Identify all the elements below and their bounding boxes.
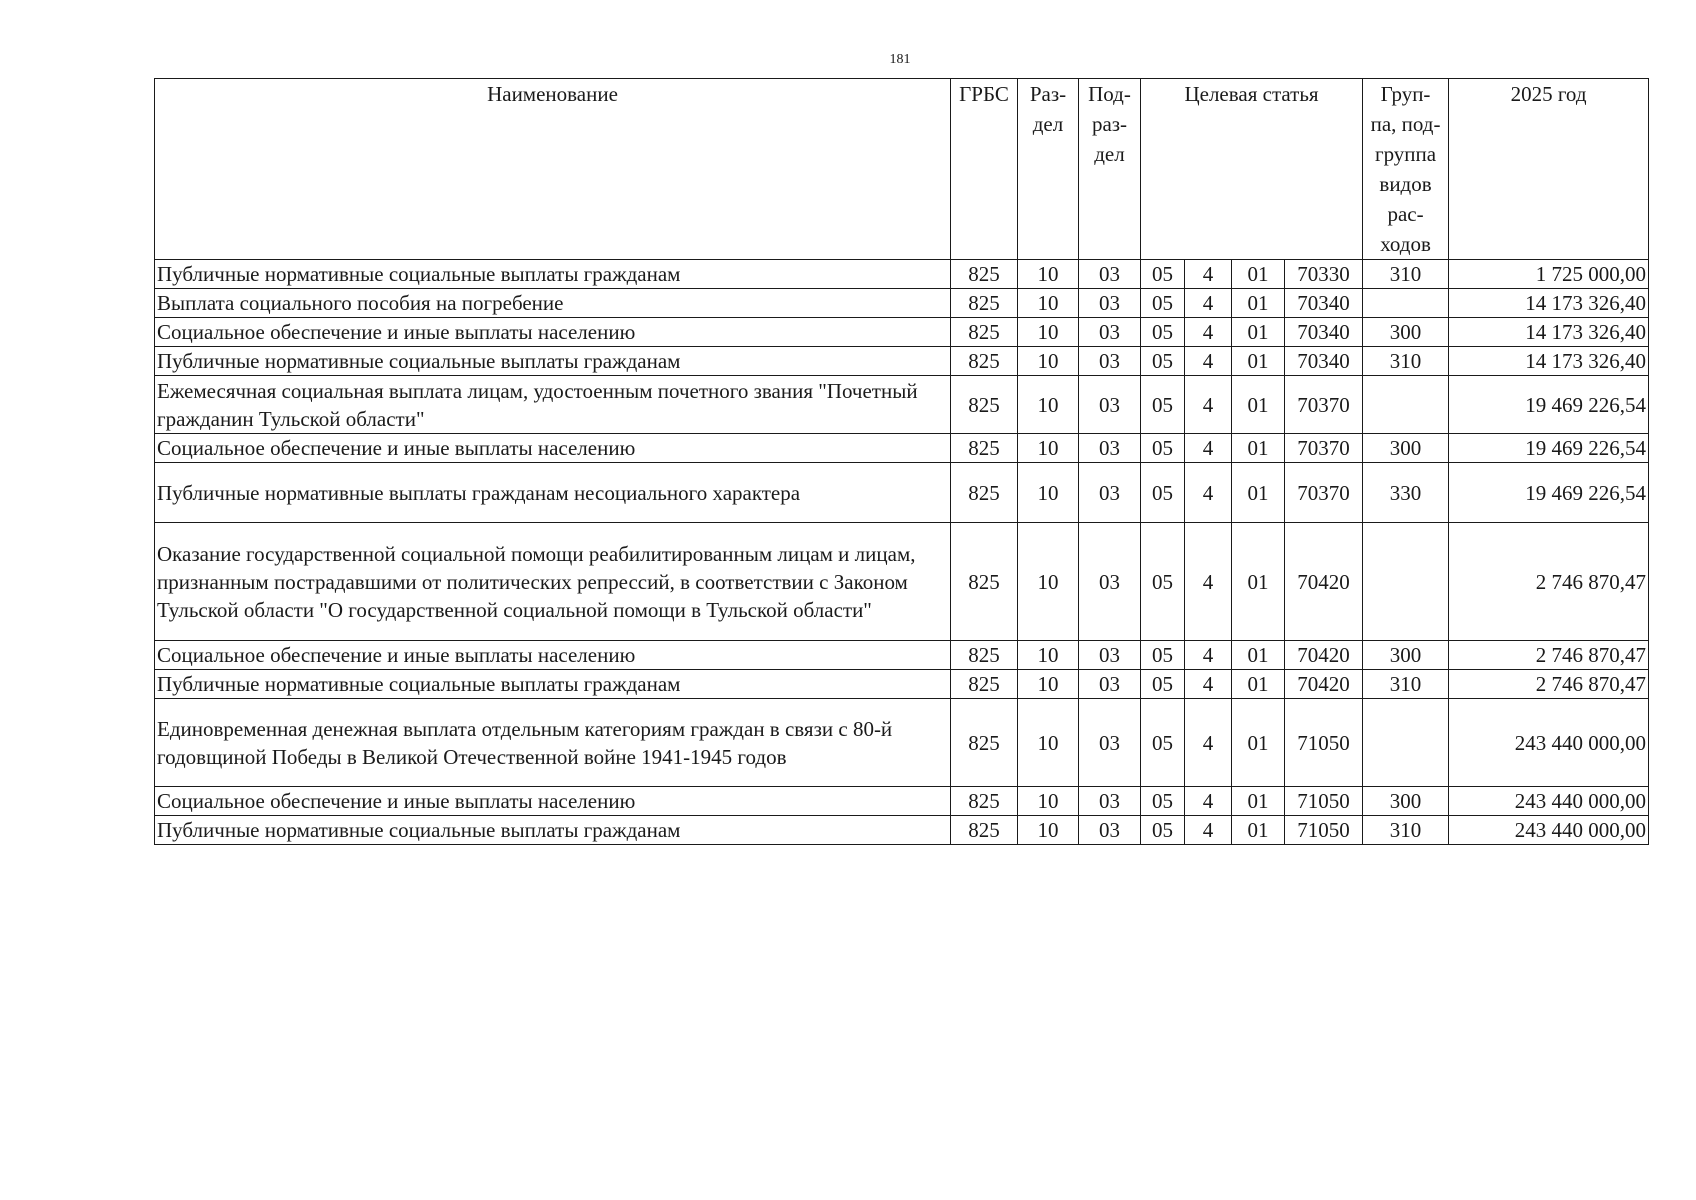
cell-grbs: 825: [951, 434, 1018, 463]
cell-podrazdel: 03: [1079, 318, 1141, 347]
cell-name: Ежемесячная социальная выплата лицам, удостоенным почетного звания "Почетный гражданин Тульской области": [155, 376, 951, 434]
cell-grbs: 825: [951, 260, 1018, 289]
cell-razdel: 10: [1018, 670, 1079, 699]
cell-target-subprogram: 01: [1232, 787, 1285, 816]
cell-amount-2025: 19 469 226,54: [1449, 463, 1649, 523]
cell-grbs: 825: [951, 347, 1018, 376]
cell-razdel: 10: [1018, 289, 1079, 318]
cell-podrazdel: 03: [1079, 670, 1141, 699]
cell-grbs: 825: [951, 787, 1018, 816]
cell-expense-group: 310: [1363, 816, 1449, 845]
cell-amount-2025: 19 469 226,54: [1449, 434, 1649, 463]
header-grbs: [951, 79, 1018, 260]
cell-target-subprogram: 01: [1232, 463, 1285, 523]
table-body: [155, 260, 1649, 845]
cell-target-direction: 70420: [1285, 641, 1363, 670]
cell-target-program: 05: [1141, 816, 1185, 845]
cell-target-program: 05: [1141, 463, 1185, 523]
cell-podrazdel: 03: [1079, 523, 1141, 641]
cell-name: Публичные нормативные выплаты гражданам несоциального характера: [155, 463, 951, 523]
cell-name: Публичные нормативные социальные выплаты гражданам: [155, 260, 951, 289]
cell-expense-group: 330: [1363, 463, 1449, 523]
cell-expense-group: [1363, 289, 1449, 318]
header-grbs-text: ГРБС: [959, 82, 1009, 106]
cell-target-subprogram: 01: [1232, 318, 1285, 347]
table-row: [155, 260, 1649, 289]
cell-target-type: 4: [1185, 670, 1232, 699]
cell-target-type: 4: [1185, 289, 1232, 318]
cell-target-direction: 70420: [1285, 670, 1363, 699]
cell-grbs: 825: [951, 463, 1018, 523]
cell-target-direction: 71050: [1285, 699, 1363, 787]
cell-expense-group: 310: [1363, 347, 1449, 376]
table-row: [155, 434, 1649, 463]
cell-razdel: 10: [1018, 816, 1079, 845]
cell-amount-2025: 2 746 870,47: [1449, 523, 1649, 641]
cell-grbs: 825: [951, 670, 1018, 699]
cell-target-subprogram: 01: [1232, 347, 1285, 376]
cell-target-program: 05: [1141, 699, 1185, 787]
cell-amount-2025: 14 173 326,40: [1449, 318, 1649, 347]
table-row: [155, 641, 1649, 670]
cell-target-type: 4: [1185, 260, 1232, 289]
cell-amount-2025: 1 725 000,00: [1449, 260, 1649, 289]
header-year: [1449, 79, 1649, 260]
cell-name: Публичные нормативные социальные выплаты гражданам: [155, 816, 951, 845]
cell-razdel: 10: [1018, 347, 1079, 376]
cell-target-subprogram: 01: [1232, 434, 1285, 463]
cell-expense-group: 300: [1363, 787, 1449, 816]
cell-name: Социальное обеспечение и иные выплаты населению: [155, 641, 951, 670]
header-name: [155, 79, 951, 260]
cell-target-program: 05: [1141, 318, 1185, 347]
cell-grbs: 825: [951, 699, 1018, 787]
cell-razdel: 10: [1018, 641, 1079, 670]
header-target: [1141, 79, 1363, 260]
cell-expense-group: 300: [1363, 434, 1449, 463]
cell-razdel: 10: [1018, 318, 1079, 347]
cell-target-program: 05: [1141, 523, 1185, 641]
cell-target-direction: 70340: [1285, 318, 1363, 347]
cell-target-direction: 70340: [1285, 347, 1363, 376]
cell-target-subprogram: 01: [1232, 260, 1285, 289]
cell-target-direction: 70420: [1285, 523, 1363, 641]
cell-podrazdel: 03: [1079, 787, 1141, 816]
cell-amount-2025: 19 469 226,54: [1449, 376, 1649, 434]
cell-name: Публичные нормативные социальные выплаты гражданам: [155, 670, 951, 699]
cell-target-program: 05: [1141, 434, 1185, 463]
cell-target-program: 05: [1141, 641, 1185, 670]
cell-target-type: 4: [1185, 434, 1232, 463]
cell-target-type: 4: [1185, 463, 1232, 523]
cell-podrazdel: 03: [1079, 289, 1141, 318]
cell-amount-2025: 243 440 000,00: [1449, 816, 1649, 845]
cell-name: Публичные нормативные социальные выплаты гражданам: [155, 347, 951, 376]
cell-razdel: 10: [1018, 260, 1079, 289]
header-podrazdel: [1079, 79, 1141, 260]
cell-target-type: 4: [1185, 787, 1232, 816]
cell-target-direction: 70370: [1285, 463, 1363, 523]
cell-amount-2025: 14 173 326,40: [1449, 347, 1649, 376]
header-razdel-text: Раз- дел: [1029, 82, 1067, 136]
table-row: [155, 318, 1649, 347]
cell-target-program: 05: [1141, 376, 1185, 434]
table-row: [155, 699, 1649, 787]
cell-target-subprogram: 01: [1232, 641, 1285, 670]
cell-grbs: 825: [951, 318, 1018, 347]
cell-name: Социальное обеспечение и иные выплаты населению: [155, 787, 951, 816]
cell-podrazdel: 03: [1079, 376, 1141, 434]
cell-target-type: 4: [1185, 376, 1232, 434]
page-number: 181: [889, 52, 911, 67]
cell-grbs: 825: [951, 523, 1018, 641]
cell-name: Социальное обеспечение и иные выплаты населению: [155, 434, 951, 463]
cell-podrazdel: 03: [1079, 699, 1141, 787]
cell-name: Выплата социального пособия на погребение: [155, 289, 951, 318]
header-target-text: Целевая статья: [1184, 82, 1319, 106]
cell-expense-group: 300: [1363, 318, 1449, 347]
cell-target-program: 05: [1141, 347, 1185, 376]
table-row: [155, 523, 1649, 641]
cell-razdel: 10: [1018, 463, 1079, 523]
cell-name: Единовременная денежная выплата отдельным категориям граждан в связи с 80-й годовщиной Победы в Великой Отечественной войне 1941-1945 годов: [155, 699, 951, 787]
table-row: [155, 376, 1649, 434]
cell-razdel: 10: [1018, 376, 1079, 434]
cell-target-subprogram: 01: [1232, 670, 1285, 699]
table-row: [155, 463, 1649, 523]
cell-target-direction: 70340: [1285, 289, 1363, 318]
cell-target-type: 4: [1185, 347, 1232, 376]
cell-expense-group: 310: [1363, 260, 1449, 289]
cell-amount-2025: 243 440 000,00: [1449, 787, 1649, 816]
cell-grbs: 825: [951, 816, 1018, 845]
cell-target-program: 05: [1141, 670, 1185, 699]
cell-podrazdel: 03: [1079, 347, 1141, 376]
cell-target-subprogram: 01: [1232, 289, 1285, 318]
cell-amount-2025: 2 746 870,47: [1449, 641, 1649, 670]
cell-razdel: 10: [1018, 699, 1079, 787]
cell-name: Социальное обеспечение и иные выплаты населению: [155, 318, 951, 347]
table-row: [155, 347, 1649, 376]
cell-target-subprogram: 01: [1232, 816, 1285, 845]
cell-target-direction: 70370: [1285, 434, 1363, 463]
cell-target-direction: 70330: [1285, 260, 1363, 289]
cell-podrazdel: 03: [1079, 260, 1141, 289]
cell-target-subprogram: 01: [1232, 699, 1285, 787]
cell-podrazdel: 03: [1079, 641, 1141, 670]
cell-target-type: 4: [1185, 318, 1232, 347]
header-year-text: 2025 год: [1510, 82, 1587, 106]
cell-target-type: 4: [1185, 699, 1232, 787]
cell-razdel: 10: [1018, 787, 1079, 816]
cell-amount-2025: 2 746 870,47: [1449, 670, 1649, 699]
cell-target-program: 05: [1141, 260, 1185, 289]
cell-podrazdel: 03: [1079, 434, 1141, 463]
cell-target-direction: 71050: [1285, 787, 1363, 816]
header-razdel: [1018, 79, 1079, 260]
cell-target-type: 4: [1185, 641, 1232, 670]
cell-expense-group: [1363, 376, 1449, 434]
cell-amount-2025: 243 440 000,00: [1449, 699, 1649, 787]
cell-target-type: 4: [1185, 523, 1232, 641]
cell-target-subprogram: 01: [1232, 376, 1285, 434]
table-row: [155, 816, 1649, 845]
cell-grbs: 825: [951, 641, 1018, 670]
header-name-text: Наименование: [487, 82, 618, 106]
header-group: [1363, 79, 1449, 260]
table-row: [155, 289, 1649, 318]
cell-target-subprogram: 01: [1232, 523, 1285, 641]
cell-amount-2025: 14 173 326,40: [1449, 289, 1649, 318]
cell-target-direction: 70370: [1285, 376, 1363, 434]
cell-grbs: 825: [951, 289, 1018, 318]
cell-razdel: 10: [1018, 434, 1079, 463]
cell-target-direction: 71050: [1285, 816, 1363, 845]
cell-grbs: 825: [951, 376, 1018, 434]
cell-expense-group: 300: [1363, 641, 1449, 670]
header-group-text: Груп- па, под- группа видов рас- ходов: [1370, 82, 1441, 256]
cell-target-type: 4: [1185, 816, 1232, 845]
table-row: [155, 670, 1649, 699]
table-row: [155, 787, 1649, 816]
cell-podrazdel: 03: [1079, 463, 1141, 523]
cell-target-program: 05: [1141, 289, 1185, 318]
cell-expense-group: 310: [1363, 670, 1449, 699]
cell-expense-group: [1363, 699, 1449, 787]
header-podrazdel-text: Под- раз- дел: [1088, 82, 1131, 166]
budget-table: [154, 78, 1649, 845]
cell-name: Оказание государственной социальной помощи реабилитированным лицам и лицам, признанным пострадавшими от политических репрессий, в соответствии с Законом Тульской области "О государственной социальной помощи в Тульской области": [155, 523, 951, 641]
cell-podrazdel: 03: [1079, 816, 1141, 845]
table-header-row: [155, 79, 1649, 260]
cell-razdel: 10: [1018, 523, 1079, 641]
cell-target-program: 05: [1141, 787, 1185, 816]
cell-expense-group: [1363, 523, 1449, 641]
